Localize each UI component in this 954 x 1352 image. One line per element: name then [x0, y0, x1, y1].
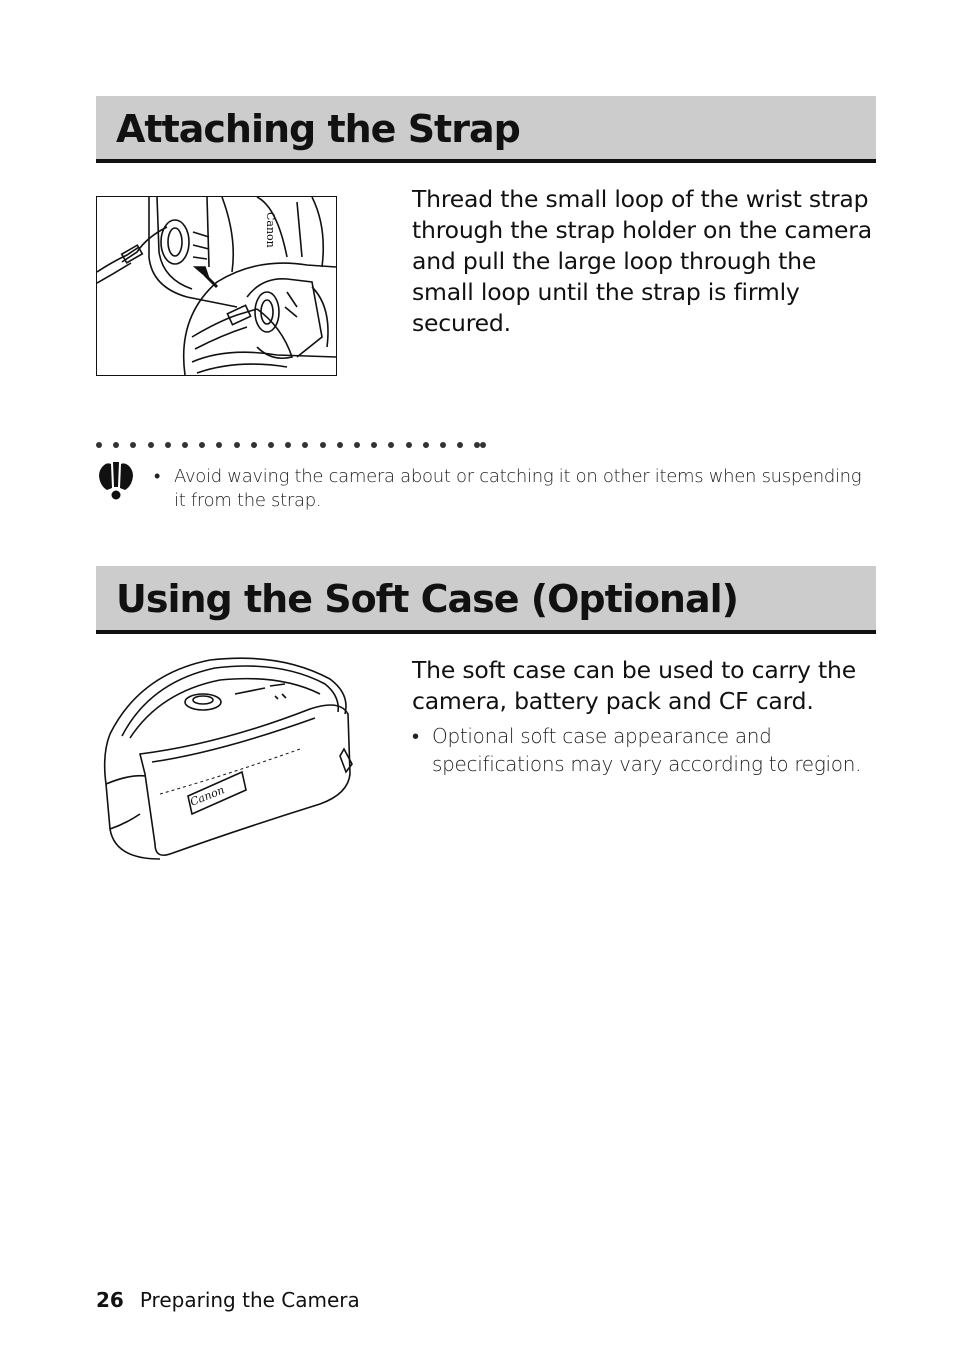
soft-case-note — [412, 722, 872, 778]
strap-instructions: Thread the small loop of the wrist strap through the strap holder on the camera and pull the large loop through the small loop until the strap is firmly secured. — [412, 185, 872, 337]
caution-note — [154, 465, 869, 513]
bullet: • — [412, 724, 419, 748]
caution-text: Avoid waving the camera about or catching it on other items when suspending it from the strap. — [174, 466, 862, 511]
brand-label: Canon — [264, 212, 277, 248]
page-number: 26 — [96, 1288, 124, 1312]
caution-icon — [97, 462, 135, 502]
bullet: • — [154, 466, 161, 487]
case-brand-label: Canon — [188, 783, 227, 809]
chapter-title: Preparing the Camera — [139, 1288, 360, 1312]
soft-case-note-text: Optional soft case appearance and specifications may vary according to region. — [432, 724, 862, 776]
page-footer — [96, 1288, 360, 1312]
section-title: Using the Soft Case (Optional) — [116, 577, 739, 621]
strap-illustration — [96, 196, 337, 376]
soft-case-description: The soft case can be used to carry the camera, battery pack and CF card. — [412, 656, 856, 715]
soft-case-illustration — [100, 654, 360, 864]
section-title: Attaching the Strap — [116, 107, 520, 151]
section-header-soft-case — [96, 566, 876, 634]
section-header-attaching-strap — [96, 96, 876, 163]
dotted-separator — [96, 442, 496, 450]
